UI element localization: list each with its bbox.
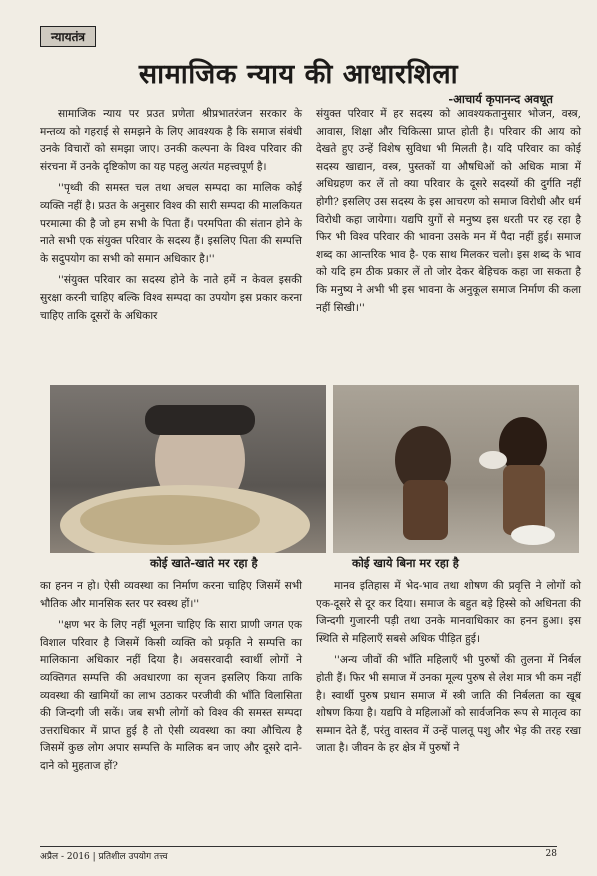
article-title: सामाजिक न्याय की आधारशिला <box>138 59 459 90</box>
column-left-top <box>40 106 302 329</box>
paragraph: ''संयुक्त परिवार का सदस्य होने के नाते हमें न केवल इसकी सुरक्षा करनी चाहिए बल्कि विश्व सम्पदा का उपयोग इस प्रकार करना चाहिए ताकि दूसरों के अधिकार <box>40 274 302 322</box>
photo-man-eating <box>50 385 326 553</box>
paragraph: का हनन न हो। ऐसी व्यवस्था का निर्माण करना चाहिए जिसमें सभी भौतिक और मानसिक स्तर पर स्वस्थ हों।'' <box>40 580 302 610</box>
page-footer <box>40 846 557 862</box>
caption-left: कोई खाते-खाते मर रहा है <box>150 556 258 570</box>
caption-right: कोई खाये बिना मर रहा है <box>352 556 459 570</box>
photo-hungry-children-drawing <box>333 385 579 553</box>
paragraph: ''पृथ्वी की समस्त चल तथा अचल सम्पदा का मालिक कोई व्यक्ति नहीं है। प्रउत के अनुसार विश्व की सारी सम्पदा की मालकियत परमात्मा की है जो हम सभी के पिता हैं। परमपिता की संतान होने के नाते सभी एक संयुक्त परिवार के सदस्य हैं। इसलिए पिता की सम्पत्ति के सदुपयोग का सभी को समान अधिकार है।'' <box>40 182 302 265</box>
column-right-bottom <box>316 578 581 762</box>
photo-hungry-children <box>333 385 579 553</box>
paragraph: ''अन्य जीवों की भाँति महिलाएँ भी पुरुषों की तुलना में निर्बल होती हैं। फिर भी समाज में उनका मूल्य पुरुष से लेश मात्र भी कम नहीं है। स्वार्थी पुरुष प्रधान समाज में स्त्री जाति की निर्बलता का खूब शोषण किया है। यद्यपि वे महिलाओं को सार्वजनिक रूप से मातृत्व का सम्मान देते हैं, परंतु वास्तव में उन्हें पालतू पशु और भेड़ की तरह रखा जाता है। जीवन के हर क्षेत्र में पुरुषों ने <box>316 654 581 755</box>
article-author: -आचार्य कृपानन्द अवधूत <box>448 92 553 106</box>
paragraph: सामाजिक न्याय पर प्रउत प्रणेता श्रीप्रभातरंजन सरकार के मन्तव्य को गहराई से समझने के लिए आवश्यक है कि समाज संबंधी उनके विचारों को समझा जाए। उनकी कल्पना के विश्व परिवार की संरचना में उनके दृष्टिकोण का यह पहलु अत्यंत महत्त्वपूर्ण है। <box>40 108 302 173</box>
section-tag: न्यायतंत्र <box>40 26 96 47</box>
paragraph: ''क्षण भर के लिए नहीं भूलना चाहिए कि सारा प्राणी जगत एक विशाल परिवार है जिसमें किसी व्यक्ति को प्रकृति ने सम्पत्ति का मालिकाना अधिकार नहीं दिया है। अवसरवादी स्वार्थी लोगों ने व्यक्तिगत सम्पत्ति की अवधारणा का सृजन इसलिए किया ताकि व्यवस्था की खामियों का लाभ उठाकर परजीवी की भाँति विलासिता की जिन्दगी जी सकें। जब सभी लोगों को विश्व की समस्त सम्पदा उत्तराधिकार में प्राप्त हुई है तो ऐसी व्यवस्था का क्या औचित्य है जिसमें कुछ लोग अपार सम्पत्ति के मालिक बन जाए और दूसरे दाने-दाने को मुहताज हों? <box>40 619 302 772</box>
paragraph: मानव इतिहास में भेद-भाव तथा शोषण की प्रवृत्ति ने लोगों को एक-दूसरे से दूर कर दिया। समाज के बहुत बड़े हिस्से को अधिनता की जिन्दगी गुजारनी पड़ी तथा उनके मानवाधिकार का हनन हुआ। इस स्थिति से महिलाएँ सबसे अधिक पीड़ित हुई। <box>316 580 581 645</box>
page-number: 28 <box>545 849 557 859</box>
photo-man-eating-drawing <box>50 385 326 553</box>
footer-issue: अप्रैल - 2016 | प्रतिशील उपयोग तत्त्व <box>40 852 168 862</box>
column-right-top <box>316 106 581 321</box>
column-left-bottom <box>40 578 302 780</box>
paragraph: संयुक्त परिवार में हर सदस्य को आवश्यकतानुसार भोजन, वस्त्र, आवास, शिक्षा और चिकित्सा प्राप्त होती है। परिवार की आय को देखते हुए उन्हें विशेष सुविधा भी मिलती है। यदि परिवार का कोई सदस्य खाद्यान, वस्त्र, पुस्तकों या औषधिओं को अधिक मात्रा में अधिग्रहण कर लें तो क्या परिवार के दूसरे सदस्यों की दुर्गति नहीं होगी? इसलिए उस सदस्य के इस आचरण को समाज विरोधी और धर्म विरोधी कहा जायेगा। यद्यपि युगों से मनुष्य इस धरती पर रह रहा है फिर भी विश्व परिवार की भावना उसके मन में पैदा नहीं हुई। समाज शब्द का आन्तरिक भाव है- एक साथ मिलकर चलो। इस शब्द के भाव को यदि हम ठीक प्रकार लें तो जोर देकर बेहिचक कहा जा सकता है कि मनुष्य ने अभी भी इस भावना के अनुकूल समाज निर्माण की कला नहीं सिखी।'' <box>316 108 581 314</box>
